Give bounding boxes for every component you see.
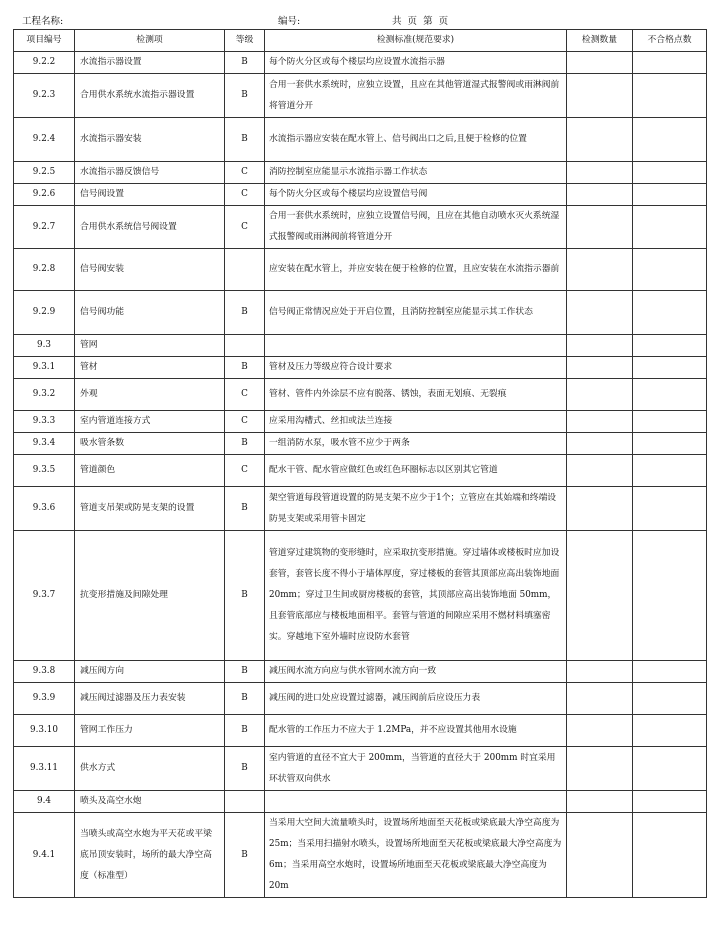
inspection-table: [13, 29, 707, 898]
row-id-cell: 9.3.4: [14, 433, 75, 455]
table-header-row: [14, 30, 707, 52]
row-standard-cell: [265, 335, 567, 357]
row-standard-cell: 消防控制室应能显示水流指示器工作状态: [265, 162, 567, 184]
row-level-cell: B: [225, 531, 265, 661]
table-row: [14, 715, 707, 747]
row-item-cell: 信号阀安装: [75, 249, 225, 291]
row-level-cell: B: [225, 118, 265, 162]
row-id-cell: 9.4.1: [14, 813, 75, 898]
row-failures-cell[interactable]: [633, 747, 707, 791]
row-item-cell: 吸水管条数: [75, 433, 225, 455]
row-id-cell: 9.3.1: [14, 357, 75, 379]
row-failures-cell[interactable]: [633, 433, 707, 455]
row-level-cell: C: [225, 162, 265, 184]
row-item-cell: 外观: [75, 379, 225, 411]
row-level-cell: C: [225, 379, 265, 411]
row-item-cell: 管材: [75, 357, 225, 379]
row-item-cell: 减压阀过滤器及压力表安装: [75, 683, 225, 715]
table-row: [14, 487, 707, 531]
page-count-label: 共 页 第 页: [392, 16, 449, 27]
row-standard-cell: 室内管道的直径不宜大于 200mm，当管道的直径大于 200mm 时宜采用环状管双向供水: [265, 747, 567, 791]
row-standard-cell: 减压阀的进口处应设置过滤器，减压阀前后应设压力表: [265, 683, 567, 715]
table-row: [14, 162, 707, 184]
row-id-cell: 9.2.8: [14, 249, 75, 291]
table-row: [14, 74, 707, 118]
row-level-cell: B: [225, 487, 265, 531]
row-failures-cell[interactable]: [633, 357, 707, 379]
row-item-cell: 当喷头或高空水炮为平天花或平梁底吊顶安装时，场所的最大净空高度（标准型）: [75, 813, 225, 898]
row-level-cell: B: [225, 291, 265, 335]
row-standard-cell: 架空管道每段管道设置的防晃支架不应少于1个；立管应在其始端和终端设防晃支架或采用管卡固定: [265, 487, 567, 531]
row-level-cell: [225, 791, 265, 813]
table-row: [14, 249, 707, 291]
row-item-cell: 水流指示器设置: [75, 52, 225, 74]
row-failures-cell[interactable]: [633, 335, 707, 357]
table-row: [14, 747, 707, 791]
row-id-cell: 9.3.6: [14, 487, 75, 531]
table-row: [14, 455, 707, 487]
row-item-cell: 抗变形措施及间隙处理: [75, 531, 225, 661]
row-item-cell: 管网工作压力: [75, 715, 225, 747]
row-quantity-cell[interactable]: [567, 379, 633, 411]
row-level-cell: C: [225, 184, 265, 206]
row-quantity-cell[interactable]: [567, 433, 633, 455]
row-standard-cell: 合用一套供水系统时，应独立设置信号阀，且应在其他自动喷水灭火系统湿式报警阀或雨淋阀前将管道分开: [265, 206, 567, 249]
table-row: [14, 531, 707, 661]
row-standard-cell: 信号阀正常情况应处于开启位置，且消防控制室应能显示其工作状态: [265, 291, 567, 335]
row-id-cell: 9.2.3: [14, 74, 75, 118]
row-item-cell: 管道支吊架或防晃支架的设置: [75, 487, 225, 531]
row-item-cell: 管网: [75, 335, 225, 357]
row-level-cell: B: [225, 747, 265, 791]
row-item-cell: 信号阀设置: [75, 184, 225, 206]
row-standard-cell: 配水管的工作压力不应大于 1.2MPa，并不应设置其他用水设施: [265, 715, 567, 747]
row-standard-cell: 每个防火分区或每个楼层均应设置信号阀: [265, 184, 567, 206]
row-level-cell: B: [225, 715, 265, 747]
row-standard-cell: 应采用沟槽式、丝扣或法兰连接: [265, 411, 567, 433]
table-row: [14, 433, 707, 455]
row-id-cell: 9.2.7: [14, 206, 75, 249]
table-row: [14, 791, 707, 813]
table-row: [14, 118, 707, 162]
row-quantity-cell[interactable]: [567, 487, 633, 531]
row-quantity-cell[interactable]: [567, 335, 633, 357]
row-item-cell: 喷头及高空水炮: [75, 791, 225, 813]
row-standard-cell: 管道穿过建筑物的变形缝时，应采取抗变形措施。穿过墙体或楼板时应加设套管，套管长度不得小于墙体厚度，穿过楼板的套管其顶部应高出装饰地面 20mm；穿过卫生间或厨房楼板的套管，其顶部应高出装饰地面 50mm，且套管底部应与楼板地面相平。套管与管道的间隙应采用不燃材料填塞密实。穿越地下室外墙时应设防水套管: [265, 531, 567, 661]
row-standard-cell: 一组消防水泵，吸水管不应少于两条: [265, 433, 567, 455]
row-level-cell: [225, 335, 265, 357]
row-quantity-cell[interactable]: [567, 683, 633, 715]
row-standard-cell: 水流指示器应安装在配水管上、信号阀出口之后,且便于检修的位置: [265, 118, 567, 162]
row-quantity-cell[interactable]: [567, 715, 633, 747]
row-standard-cell: 合用一套供水系统时，应独立设置，且应在其他管道湿式报警阀或雨淋阀前将管道分开: [265, 74, 567, 118]
table-row: [14, 661, 707, 683]
row-standard-cell: 管材及压力等级应符合设计要求: [265, 357, 567, 379]
row-id-cell: 9.2.6: [14, 184, 75, 206]
col-header-item: 检测项: [75, 30, 225, 52]
row-failures-cell[interactable]: [633, 162, 707, 184]
row-failures-cell[interactable]: [633, 791, 707, 813]
row-item-cell: 供水方式: [75, 747, 225, 791]
row-level-cell: B: [225, 74, 265, 118]
row-id-cell: 9.3.3: [14, 411, 75, 433]
row-failures-cell[interactable]: [633, 411, 707, 433]
row-item-cell: 信号阀功能: [75, 291, 225, 335]
row-id-cell: 9.3.5: [14, 455, 75, 487]
table-row: [14, 52, 707, 74]
row-quantity-cell[interactable]: [567, 661, 633, 683]
row-level-cell: B: [225, 661, 265, 683]
col-header-level: 等级: [225, 30, 265, 52]
row-id-cell: 9.3.11: [14, 747, 75, 791]
row-quantity-cell[interactable]: [567, 531, 633, 661]
row-id-cell: 9.3.2: [14, 379, 75, 411]
row-quantity-cell[interactable]: [567, 184, 633, 206]
row-failures-cell[interactable]: [633, 531, 707, 661]
row-item-cell: 减压阀方向: [75, 661, 225, 683]
row-item-cell: 管道颜色: [75, 455, 225, 487]
row-level-cell: C: [225, 455, 265, 487]
row-failures-cell[interactable]: [633, 118, 707, 162]
row-standard-cell: 减压阀水流方向应与供水管网水流方向一致: [265, 661, 567, 683]
row-level-cell: B: [225, 813, 265, 898]
row-quantity-cell[interactable]: [567, 118, 633, 162]
table-row: [14, 411, 707, 433]
table-row: [14, 379, 707, 411]
row-failures-cell[interactable]: [633, 74, 707, 118]
row-level-cell: C: [225, 411, 265, 433]
col-header-quantity: 检测数量: [567, 30, 633, 52]
table-row: [14, 683, 707, 715]
row-id-cell: 9.2.2: [14, 52, 75, 74]
row-standard-cell: 当采用大空间大流量喷头时，设置场所地面至天花板或梁底最大净空高度为 25m；当采用扫描射水喷头，设置场所地面至天花板或梁底最大净空高度为 6m；当采用高空水炮时，设置场所地面至天花板或梁底最大净空高度为 20m: [265, 813, 567, 898]
row-quantity-cell[interactable]: [567, 411, 633, 433]
table-row: [14, 357, 707, 379]
row-quantity-cell[interactable]: [567, 249, 633, 291]
row-quantity-cell[interactable]: [567, 52, 633, 74]
row-quantity-cell[interactable]: [567, 357, 633, 379]
row-standard-cell: 每个防火分区或每个楼层均应设置水流指示器: [265, 52, 567, 74]
row-quantity-cell[interactable]: [567, 291, 633, 335]
row-level-cell: B: [225, 683, 265, 715]
table-row: [14, 813, 707, 898]
row-failures-cell[interactable]: [633, 206, 707, 249]
row-quantity-cell[interactable]: [567, 747, 633, 791]
row-failures-cell[interactable]: [633, 813, 707, 898]
row-quantity-cell[interactable]: [567, 455, 633, 487]
row-failures-cell[interactable]: [633, 661, 707, 683]
row-id-cell: 9.3.10: [14, 715, 75, 747]
row-failures-cell[interactable]: [633, 715, 707, 747]
row-level-cell: [225, 249, 265, 291]
row-item-cell: 室内管道连接方式: [75, 411, 225, 433]
table-row: [14, 206, 707, 249]
row-failures-cell[interactable]: [633, 249, 707, 291]
row-item-cell: 水流指示器反馈信号: [75, 162, 225, 184]
row-standard-cell: 管材、管件内外涂层不应有脱落、锈蚀，表面无划痕、无裂痕: [265, 379, 567, 411]
col-header-id: 项目编号: [14, 30, 75, 52]
row-quantity-cell[interactable]: [567, 791, 633, 813]
row-standard-cell: 应安装在配水管上，并应安装在便于检修的位置，且应安装在水流指示器前: [265, 249, 567, 291]
row-failures-cell[interactable]: [633, 683, 707, 715]
col-header-standard: 检测标准(规范要求): [265, 30, 567, 52]
row-id-cell: 9.3: [14, 335, 75, 357]
row-level-cell: B: [225, 357, 265, 379]
row-quantity-cell[interactable]: [567, 813, 633, 898]
row-item-cell: 合用供水系统信号阀设置: [75, 206, 225, 249]
table-row: [14, 335, 707, 357]
row-id-cell: 9.2.9: [14, 291, 75, 335]
row-level-cell: C: [225, 206, 265, 249]
row-standard-cell: [265, 791, 567, 813]
table-row: [14, 291, 707, 335]
row-failures-cell[interactable]: [633, 379, 707, 411]
table-row: [14, 184, 707, 206]
row-id-cell: 9.3.9: [14, 683, 75, 715]
row-id-cell: 9.2.4: [14, 118, 75, 162]
row-failures-cell[interactable]: [633, 487, 707, 531]
row-id-cell: 9.2.5: [14, 162, 75, 184]
row-standard-cell: 配水干管、配水管应做红色或红色环圈标志以区别其它管道: [265, 455, 567, 487]
row-failures-cell[interactable]: [633, 455, 707, 487]
row-level-cell: B: [225, 433, 265, 455]
row-failures-cell[interactable]: [633, 52, 707, 74]
row-failures-cell[interactable]: [633, 184, 707, 206]
row-id-cell: 9.3.7: [14, 531, 75, 661]
row-id-cell: 9.4: [14, 791, 75, 813]
row-quantity-cell[interactable]: [567, 162, 633, 184]
row-id-cell: 9.3.8: [14, 661, 75, 683]
number-label: 编号:: [278, 16, 301, 27]
row-level-cell: B: [225, 52, 265, 74]
row-failures-cell[interactable]: [633, 291, 707, 335]
row-item-cell: 水流指示器安装: [75, 118, 225, 162]
col-header-failures: 不合格点数: [633, 30, 707, 52]
project-name-label: 工程名称:: [22, 16, 64, 27]
row-quantity-cell[interactable]: [567, 74, 633, 118]
row-item-cell: 合用供水系统水流指示器设置: [75, 74, 225, 118]
row-quantity-cell[interactable]: [567, 206, 633, 249]
